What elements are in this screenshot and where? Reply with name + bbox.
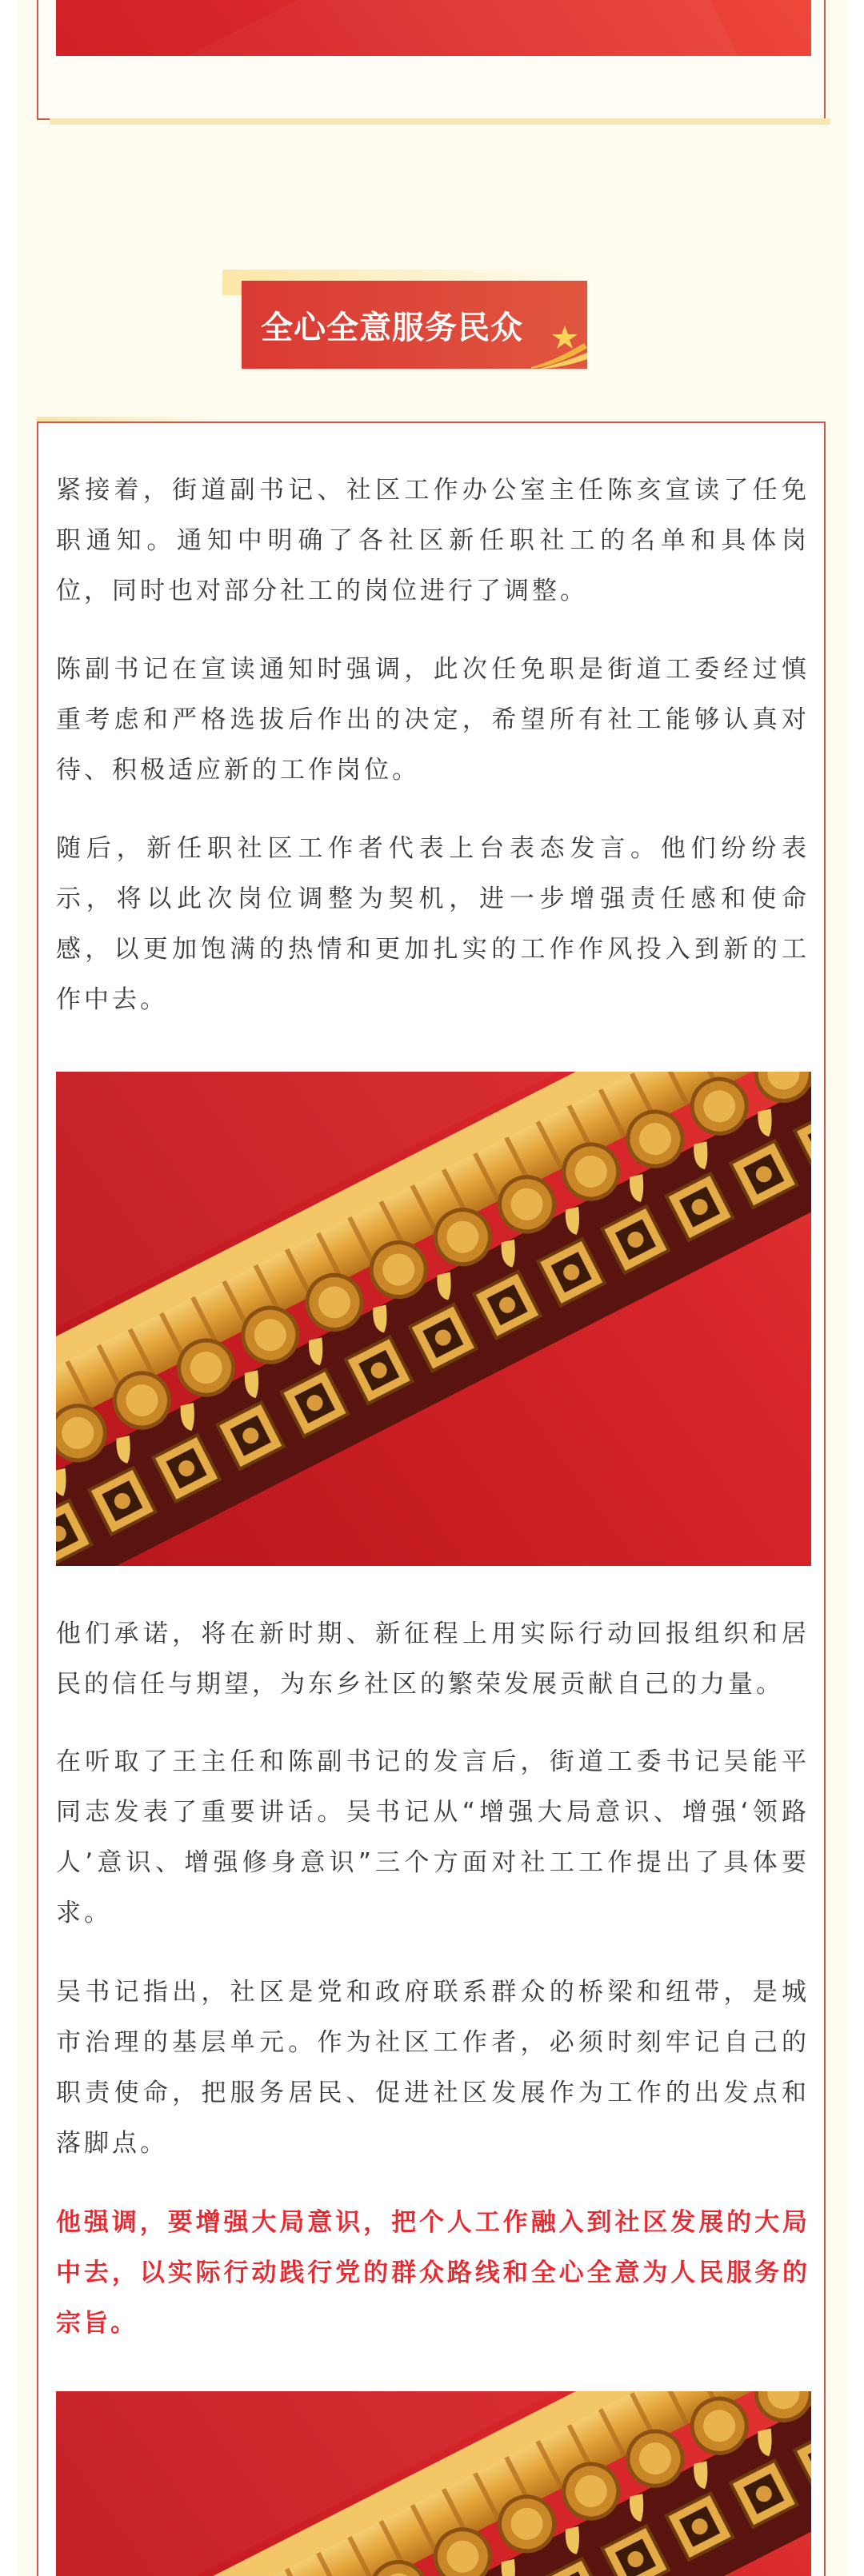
paragraph-3: 随后，新任职社区工作者代表上台表态发言。他们纷纷表示，将以此次岗位调整为契机，进一步增强责任感和使命感，以更加饱满的热情和更加扎实的工作作风投入到新的工作中去。 (56, 834, 810, 1014)
paragraph-6: 吴书记指出，社区是党和政府联系群众的桥梁和纽带，是城市治理的基层单元。作为社区工作者，必须时刻牢记自己的职责使命，把服务居民、促进社区发展作为工作的出发点和落脚点。 (56, 1978, 810, 2158)
highlight-paragraph: 他强调，要增强大局意识，把个人工作融入到社区发展的大局中去，以实际行动践行党的群众路线和全心全意为人民服务的宗旨。 (56, 2208, 810, 2338)
palace-roof-tiles-image (56, 2391, 811, 2576)
section-title-banner (242, 281, 587, 369)
section-title: 全心全意服务民众 (261, 309, 523, 346)
paragraph-2: 陈副书记在宣读通知时强调，此次任免职是街道工委经过慎重考虑和严格选拔后作出的决定，希望所有社工能够认真对待、积极适应新的工作岗位。 (56, 655, 810, 785)
card-shadow-rule (50, 118, 830, 125)
roof-photo-bottom (56, 2391, 811, 2576)
paragraph-5: 在听取了王主任和陈副书记的发言后，街道工委书记吴能平同志发表了重要讲话。吴书记从“增强大局意识、增强‘领路人’意识、增强修身意识”三个方面对社工工作提出了具体要求。 (56, 1747, 810, 1927)
roof-photo-top (56, 0, 811, 56)
paragraph-4: 他们承诺，将在新时期、新征程上用实际行动回报组织和居民的信任与期望，为东乡社区的繁荣发展贡献自己的力量。 (56, 1619, 810, 1699)
palace-roof-tiles-image (56, 0, 811, 56)
star-ribbon-icon (531, 321, 587, 369)
palace-roof-tiles-image (56, 1072, 811, 1566)
paragraph-1: 紧接着，街道副书记、社区工作办公室主任陈亥宣读了任免职通知。通知中明确了各社区新任职社工的名单和具体岗位，同时也对部分社工的岗位进行了调整。 (56, 476, 810, 605)
roof-photo-middle (56, 1072, 811, 1566)
